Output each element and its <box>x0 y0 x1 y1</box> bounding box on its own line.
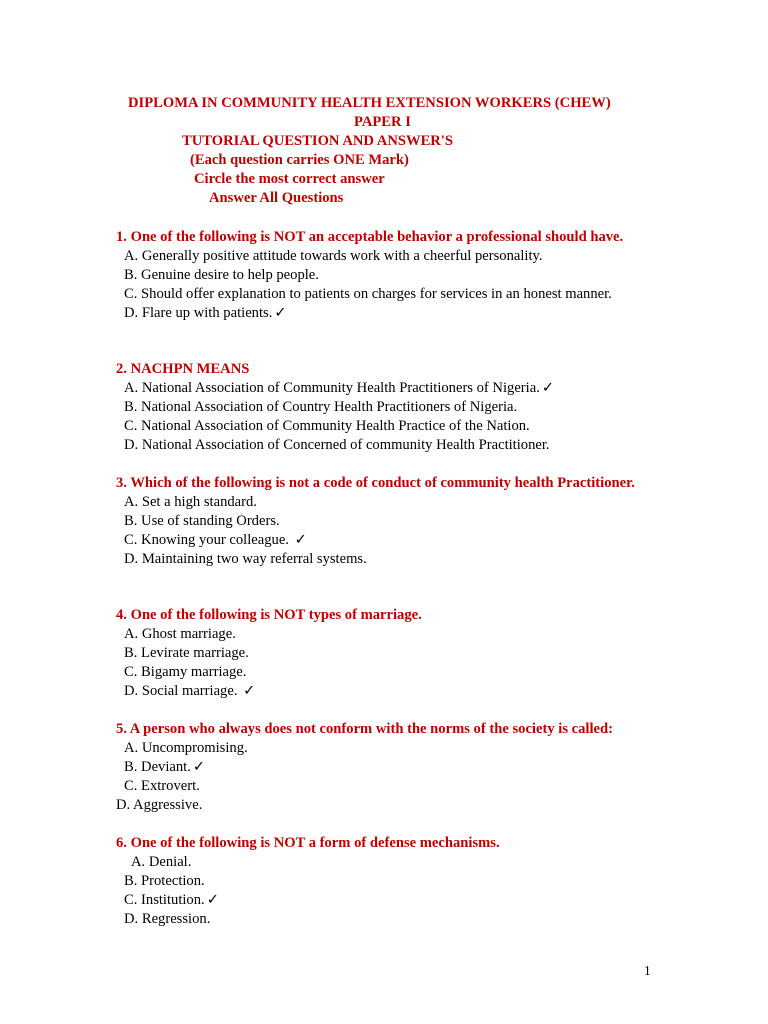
option-b[interactable]: B. Protection. <box>124 872 205 889</box>
tutorial-heading: TUTORIAL QUESTION AND ANSWER'S <box>182 133 454 149</box>
option-d[interactable]: D. National Association of Concerned of community Health Practitioner. <box>124 436 550 453</box>
question-title: 5. A person who always does not conform with the norms of the society is called: <box>116 721 613 737</box>
option-d[interactable]: D. Aggressive. <box>116 796 203 813</box>
question-6 <box>116 834 651 929</box>
option-d[interactable]: D. Maintaining two way referral systems. <box>124 550 367 567</box>
question-title: 3. Which of the following is not a code of conduct of community health Practitioner. <box>116 475 635 491</box>
option-c[interactable]: C. Bigamy marriage. <box>124 663 247 680</box>
option-a[interactable]: A. Ghost marriage. <box>124 625 236 642</box>
check-mark-icon: ✓ <box>294 531 307 548</box>
option-a[interactable]: A. Uncompromising. <box>124 739 248 756</box>
option-b[interactable]: B. Levirate marriage. <box>124 644 249 661</box>
option-c[interactable]: C. Knowing your colleague. ✓ <box>124 531 307 548</box>
option-c[interactable]: C. National Association of Community Health Practice of the Nation. <box>124 417 530 434</box>
option-d[interactable]: D. Regression. <box>124 910 211 927</box>
option-a[interactable]: A. National Association of Community Health Practitioners of Nigeria. ✓ <box>124 379 555 396</box>
option-b[interactable]: B. Deviant. ✓ <box>124 758 206 775</box>
option-c[interactable]: C. Institution. ✓ <box>124 891 219 908</box>
question-4 <box>116 606 651 701</box>
option-c[interactable]: C. Should offer explanation to patients on charges for services in an honest manner. <box>124 285 612 302</box>
document-title: DIPLOMA IN COMMUNITY HEALTH EXTENSION WORKERS (CHEW) <box>128 95 611 111</box>
question-2 <box>116 360 651 455</box>
instruction-circle: Circle the most correct answer <box>194 171 385 187</box>
option-b[interactable]: B. Use of standing Orders. <box>124 512 280 529</box>
check-mark-icon: ✓ <box>541 379 555 396</box>
check-mark-icon: ✓ <box>274 304 287 321</box>
option-b[interactable]: B. Genuine desire to help people. <box>124 266 319 283</box>
instruction-answer-all: Answer All Questions <box>209 190 344 206</box>
question-title: 1. One of the following is NOT an acceptable behavior a professional should have. <box>116 229 624 245</box>
question-title: 6. One of the following is NOT a form of defense mechanisms. <box>116 835 500 851</box>
option-b[interactable]: B. National Association of Country Health Practitioners of Nigeria. <box>124 398 518 415</box>
option-a[interactable]: A. Generally positive attitude towards work with a cheerful personality. <box>124 247 543 264</box>
question-title: 4. One of the following is NOT types of marriage. <box>116 607 422 623</box>
marks-note: (Each question carries ONE Mark) <box>190 152 409 168</box>
check-mark-icon: ✓ <box>192 758 206 775</box>
option-d[interactable]: D. Flare up with patients. ✓ <box>124 304 287 321</box>
question-title: 2. NACHPN MEANS <box>116 361 250 377</box>
option-c[interactable]: C. Extrovert. <box>124 777 200 794</box>
question-1 <box>116 228 651 323</box>
check-mark-icon: ✓ <box>243 682 256 699</box>
question-5 <box>116 720 651 815</box>
question-3 <box>116 474 651 569</box>
option-a[interactable]: A. Denial. <box>131 853 192 870</box>
option-d[interactable]: D. Social marriage. ✓ <box>124 682 256 699</box>
check-mark-icon: ✓ <box>206 891 219 908</box>
option-a[interactable]: A. Set a high standard. <box>124 493 257 510</box>
page-number: 1 <box>644 963 651 978</box>
paper-label: PAPER I <box>354 114 411 130</box>
